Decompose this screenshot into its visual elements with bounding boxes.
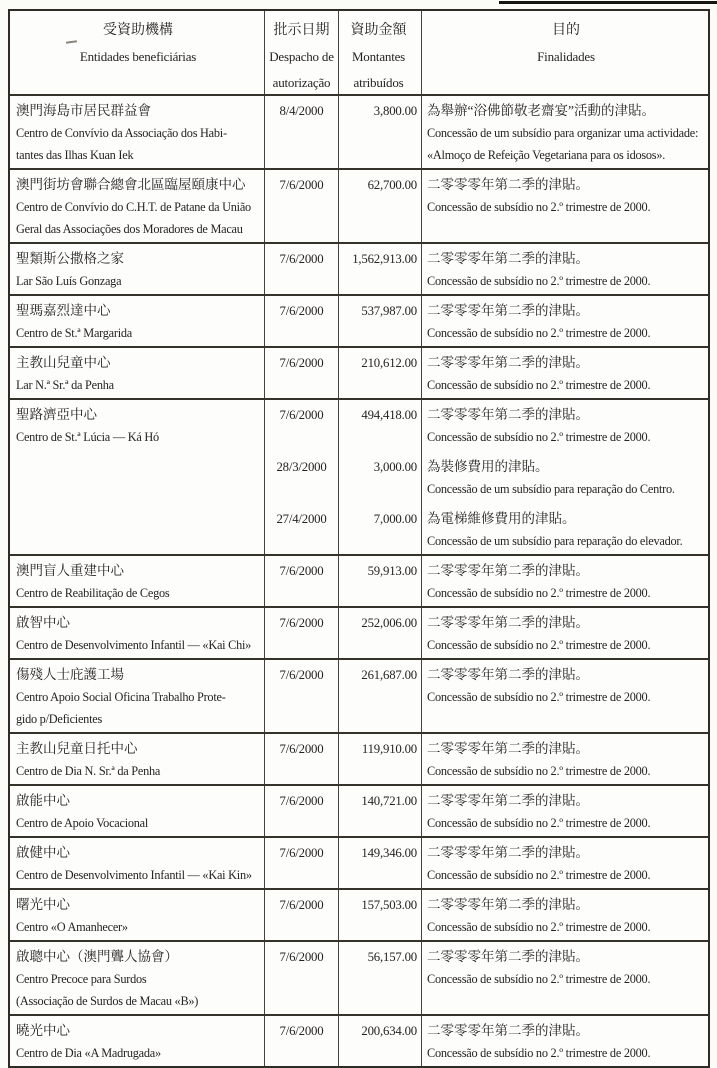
- purpose-entry: [427, 248, 705, 292]
- amount-value: 149,346.00: [361, 846, 417, 860]
- purpose-line-zh: 二零零零年第二季的津貼。: [427, 177, 589, 192]
- purpose-line-zh: 二零零零年第二季的津貼。: [427, 793, 589, 808]
- entity-cell: [10, 838, 264, 888]
- purpose-cell: [421, 786, 708, 836]
- amount-value: 140,721.00: [361, 794, 417, 808]
- table-row: [10, 168, 708, 242]
- purpose-line-pt: Concessão de um subsídio para reparação do elevador.: [427, 534, 683, 548]
- date-cell: [264, 556, 338, 606]
- entity-name-zh: 聖類斯公撒格之家: [16, 251, 124, 266]
- purpose-entry: [427, 894, 705, 938]
- purpose-entry: [427, 456, 705, 508]
- amount-cell: [338, 890, 421, 940]
- entity-name-pt: Centro de Reabilitação de Cegos: [16, 586, 170, 600]
- authorization-date: 7/6/2000: [279, 950, 324, 964]
- authorization-date: 7/6/2000: [279, 178, 324, 192]
- purpose-entry: [427, 738, 705, 782]
- amount-value: 3,000.00: [373, 460, 417, 474]
- entity-name-zh: 主教山兒童中心: [16, 355, 111, 370]
- purpose-entry: [427, 664, 705, 708]
- authorization-date: 7/6/2000: [279, 668, 324, 682]
- entity-name-pt: Centro Apoio Social Oficina Trabalho Prote-: [16, 690, 226, 704]
- purpose-entry: [427, 100, 705, 166]
- amount-cell: [338, 734, 421, 784]
- entity-name-zh: 聖瑪嘉烈達中心: [16, 303, 111, 318]
- entity-name-pt: (Associação de Surdos de Macau «B»): [16, 994, 199, 1008]
- date-cell: [264, 660, 338, 732]
- header-entities-zh: 受資助機構: [103, 23, 173, 38]
- header-date-pt: autorização: [272, 75, 331, 90]
- purpose-entry: [427, 612, 705, 656]
- amount-value: 3,800.00: [373, 104, 417, 118]
- subsidies-table: [8, 9, 710, 1068]
- table-row: [10, 732, 708, 784]
- header-purpose-zh: 目的: [552, 23, 580, 38]
- entity-cell: [10, 1016, 264, 1066]
- purpose-cell: [421, 296, 708, 346]
- entity-name-zh: 聖路濟亞中心: [16, 407, 97, 422]
- purpose-entry: [427, 1020, 705, 1064]
- purpose-line-pt: Concessão de subsídio no 2.º trimestre de 2000.: [427, 274, 651, 288]
- purpose-entry: [427, 352, 705, 396]
- purpose-line-zh: 二零零零年第二季的津貼。: [427, 949, 589, 964]
- header-date-pt: Despacho de: [269, 49, 334, 64]
- entity-name-zh: 曙光中心: [16, 897, 70, 912]
- date-cell: [264, 348, 338, 398]
- authorization-date: 7/6/2000: [279, 564, 324, 578]
- header-amount-pt: atribuídos: [353, 75, 404, 90]
- entity-name-zh: 澳門街坊會聯合總會北區臨屋頤康中心: [16, 177, 246, 192]
- entity-name-pt: Centro de Apoio Vocacional: [16, 816, 149, 830]
- purpose-line-pt: Concessão de subsídio no 2.º trimestre de 2000.: [427, 200, 651, 214]
- amount-cell: [338, 244, 421, 294]
- table-body: [10, 94, 708, 1066]
- entity-cell: [10, 890, 264, 940]
- authorization-date: 7/6/2000: [279, 846, 324, 860]
- amount-value: 119,910.00: [361, 742, 417, 756]
- amount-value: 210,612.00: [361, 356, 417, 370]
- table-row: [10, 888, 708, 940]
- amount-cell: [338, 838, 421, 888]
- column-header-date: [264, 11, 338, 94]
- authorization-date: 27/4/2000: [276, 512, 327, 526]
- date-cell: [264, 1016, 338, 1066]
- table-row: [10, 398, 708, 554]
- purpose-line-zh: 二零零零年第二季的津貼。: [427, 615, 589, 630]
- purpose-line-pt: Concessão de subsídio no 2.º trimestre de 2000.: [427, 868, 651, 882]
- entity-name-zh: 澳門海島市居民群益會: [16, 103, 151, 118]
- purpose-line-pt: Concessão de subsídio no 2.º trimestre de 2000.: [427, 378, 651, 392]
- purpose-line-pt: Concessão de subsídio no 2.º trimestre de 2000.: [427, 690, 651, 704]
- entity-name-pt: Centro de Dia «A Madrugada»: [16, 1046, 161, 1060]
- amount-cell: [338, 170, 421, 242]
- amount-cell: [338, 786, 421, 836]
- scan-artifact-line: [499, 1, 717, 4]
- amount-value: 62,700.00: [367, 178, 417, 192]
- header-entities-pt: Entidades beneficiárias: [79, 49, 197, 64]
- entity-cell: [10, 786, 264, 836]
- authorization-date: 7/6/2000: [279, 898, 324, 912]
- entity-cell: [10, 244, 264, 294]
- purpose-line-pt: «Almoço de Refeição Vegetariana para os idosos».: [427, 148, 666, 162]
- authorization-date: 7/6/2000: [279, 304, 324, 318]
- date-cell: [264, 786, 338, 836]
- purpose-line-zh: 二零零零年第二季的津貼。: [427, 563, 589, 578]
- table-header-row: [10, 11, 708, 94]
- purpose-entry: [427, 300, 705, 344]
- date-cell: [264, 296, 338, 346]
- purpose-line-pt: Concessão de um subsídio para reparação do Centro.: [427, 482, 675, 496]
- table-row: [10, 606, 708, 658]
- purpose-entry: [427, 790, 705, 834]
- purpose-line-pt: Concessão de subsídio no 2.º trimestre de 2000.: [427, 430, 651, 444]
- purpose-cell: [421, 556, 708, 606]
- purpose-cell: [421, 348, 708, 398]
- entity-name-pt: Centro «O Amanhecer»: [16, 920, 128, 934]
- amount-value: 1,562,913.00: [352, 252, 417, 266]
- amount-value: 7,000.00: [373, 512, 417, 526]
- date-cell: [264, 96, 338, 168]
- table-row: [10, 294, 708, 346]
- purpose-line-pt: Concessão de subsídio no 2.º trimestre de 2000.: [427, 972, 651, 986]
- date-cell: [264, 400, 338, 554]
- amount-cell: [338, 400, 421, 554]
- purpose-line-pt: Concessão de um subsídio para organizar uma actividade:: [427, 126, 699, 140]
- entity-cell: [10, 734, 264, 784]
- purpose-line-pt: Concessão de subsídio no 2.º trimestre de 2000.: [427, 764, 651, 778]
- authorization-date: 7/6/2000: [279, 794, 324, 808]
- purpose-cell: [421, 942, 708, 1014]
- entity-cell: [10, 348, 264, 398]
- authorization-date: 7/6/2000: [279, 356, 324, 370]
- entity-name-pt: Centro de Desenvolvimento Infantil — «Kai Chi»: [16, 638, 252, 652]
- purpose-line-zh: 二零零零年第二季的津貼。: [427, 355, 589, 370]
- purpose-cell: [421, 734, 708, 784]
- purpose-line-pt: Concessão de subsídio no 2.º trimestre de 2000.: [427, 1046, 651, 1060]
- table-row: [10, 658, 708, 732]
- amount-cell: [338, 660, 421, 732]
- amount-cell: [338, 1016, 421, 1066]
- table-row: [10, 940, 708, 1014]
- entity-name-pt: Centro de Convívio da Associação dos Habi-: [16, 126, 227, 140]
- amount-cell: [338, 556, 421, 606]
- purpose-entry: [427, 174, 705, 218]
- purpose-line-zh: 為舉辦“浴佛節敬老齋宴”活動的津貼。: [427, 103, 655, 118]
- table-row: [10, 1014, 708, 1066]
- date-cell: [264, 942, 338, 1014]
- purpose-cell: [421, 608, 708, 658]
- purpose-line-zh: 二零零零年第二季的津貼。: [427, 667, 589, 682]
- purpose-cell: [421, 890, 708, 940]
- authorization-date: 7/6/2000: [279, 252, 324, 266]
- authorization-date: 7/6/2000: [279, 742, 324, 756]
- date-cell: [264, 734, 338, 784]
- authorization-date: 28/3/2000: [276, 460, 327, 474]
- purpose-line-pt: Concessão de subsídio no 2.º trimestre de 2000.: [427, 920, 651, 934]
- table-row: [10, 836, 708, 888]
- column-header-amount: [338, 11, 421, 94]
- purpose-line-pt: Concessão de subsídio no 2.º trimestre de 2000.: [427, 816, 651, 830]
- entity-cell: [10, 296, 264, 346]
- entity-name-pt: Centro de St.ª Lúcia — Ká Hó: [16, 430, 159, 444]
- entity-name-zh: 啟能中心: [16, 793, 70, 808]
- purpose-line-zh: 二零零零年第二季的津貼。: [427, 251, 589, 266]
- entity-cell: [10, 608, 264, 658]
- header-date-zh: 批示日期: [273, 23, 330, 38]
- entity-name-zh: 啟健中心: [16, 845, 70, 860]
- amount-value: 56,157.00: [367, 950, 417, 964]
- entity-name-zh: 啟智中心: [16, 615, 70, 630]
- table-row: [10, 346, 708, 398]
- entity-name-zh: 主教山兒童日托中心: [16, 741, 138, 756]
- purpose-cell: [421, 660, 708, 732]
- purpose-line-zh: 二零零零年第二季的津貼。: [427, 897, 589, 912]
- entity-name-pt: Centro de Dia N. Sr.ª da Penha: [16, 764, 161, 778]
- purpose-line-pt: Concessão de subsídio no 2.º trimestre de 2000.: [427, 638, 651, 652]
- entity-name-pt: Geral das Associações dos Moradores de Macau: [16, 222, 243, 236]
- entity-name-zh: 傷殘人士庇護工場: [16, 667, 124, 682]
- authorization-date: 7/6/2000: [279, 408, 324, 422]
- amount-value: 59,913.00: [367, 564, 417, 578]
- purpose-line-pt: Concessão de subsídio no 2.º trimestre de 2000.: [427, 586, 651, 600]
- authorization-date: 8/4/2000: [279, 104, 324, 118]
- amount-cell: [338, 296, 421, 346]
- entity-cell: [10, 942, 264, 1014]
- header-amount-zh: 資助金額: [350, 23, 407, 38]
- purpose-line-pt: Concessão de subsídio no 2.º trimestre de 2000.: [427, 326, 651, 340]
- entity-name-zh: 啟聰中心（澳門聾人協會）: [16, 949, 178, 964]
- amount-cell: [338, 96, 421, 168]
- amount-value: 252,006.00: [361, 616, 417, 630]
- table-row: [10, 784, 708, 836]
- amount-value: 200,634.00: [361, 1024, 417, 1038]
- date-cell: [264, 170, 338, 242]
- entity-cell: [10, 556, 264, 606]
- table-row: [10, 94, 708, 168]
- purpose-entry: [427, 508, 705, 552]
- amount-value: 261,687.00: [361, 668, 417, 682]
- entity-name-zh: 澳門盲人重建中心: [16, 563, 124, 578]
- purpose-entry: [427, 560, 705, 604]
- purpose-line-zh: 二零零零年第二季的津貼。: [427, 741, 589, 756]
- entity-cell: [10, 400, 264, 554]
- purpose-cell: [421, 400, 708, 554]
- header-purpose-pt: Finalidades: [537, 49, 595, 64]
- purpose-entry: [427, 946, 705, 990]
- entity-name-pt: Lar São Luís Gonzaga: [16, 274, 122, 288]
- amount-value: 494,418.00: [361, 408, 417, 422]
- purpose-line-zh: 二零零零年第二季的津貼。: [427, 1023, 589, 1038]
- header-amount-pt: Montantes: [351, 49, 406, 64]
- amount-value: 537,987.00: [361, 304, 417, 318]
- entity-name-pt: Centro Precoce para Surdos: [16, 972, 147, 986]
- purpose-cell: [421, 838, 708, 888]
- entity-name-zh: 曉光中心: [16, 1023, 70, 1038]
- purpose-line-zh: 為電梯維修費用的津貼。: [427, 511, 576, 526]
- entity-name-pt: Centro de St.ª Margarida: [16, 326, 133, 340]
- purpose-line-zh: 二零零零年第二季的津貼。: [427, 407, 589, 422]
- table-row: [10, 554, 708, 606]
- entity-name-pt: tantes das Ilhas Kuan Iek: [16, 148, 134, 162]
- authorization-date: 7/6/2000: [279, 616, 324, 630]
- purpose-cell: [421, 244, 708, 294]
- purpose-line-zh: 為裝修費用的津貼。: [427, 459, 549, 474]
- entity-name-pt: Centro de Convívio do C.H.T. de Patane da União: [16, 200, 251, 214]
- date-cell: [264, 838, 338, 888]
- purpose-cell: [421, 170, 708, 242]
- entity-cell: [10, 170, 264, 242]
- purpose-line-zh: 二零零零年第二季的津貼。: [427, 303, 589, 318]
- amount-cell: [338, 348, 421, 398]
- table-row: [10, 242, 708, 294]
- entity-name-pt: Lar N.ª Sr.ª da Penha: [16, 378, 114, 392]
- amount-cell: [338, 942, 421, 1014]
- date-cell: [264, 890, 338, 940]
- entity-name-pt: Centro de Desenvolvimento Infantil — «Kai Kin»: [16, 868, 252, 882]
- purpose-entry: [427, 404, 705, 456]
- purpose-cell: [421, 1016, 708, 1066]
- purpose-entry: [427, 842, 705, 886]
- column-header-purpose: [421, 11, 708, 94]
- purpose-line-zh: 二零零零年第二季的津貼。: [427, 845, 589, 860]
- date-cell: [264, 244, 338, 294]
- purpose-cell: [421, 96, 708, 168]
- amount-value: 157,503.00: [361, 898, 417, 912]
- authorization-date: 7/6/2000: [279, 1024, 324, 1038]
- date-cell: [264, 608, 338, 658]
- entity-cell: [10, 96, 264, 168]
- amount-cell: [338, 608, 421, 658]
- entity-cell: [10, 660, 264, 732]
- column-header-entities: [10, 11, 264, 94]
- entity-name-pt: gido p/Deficientes: [16, 712, 102, 726]
